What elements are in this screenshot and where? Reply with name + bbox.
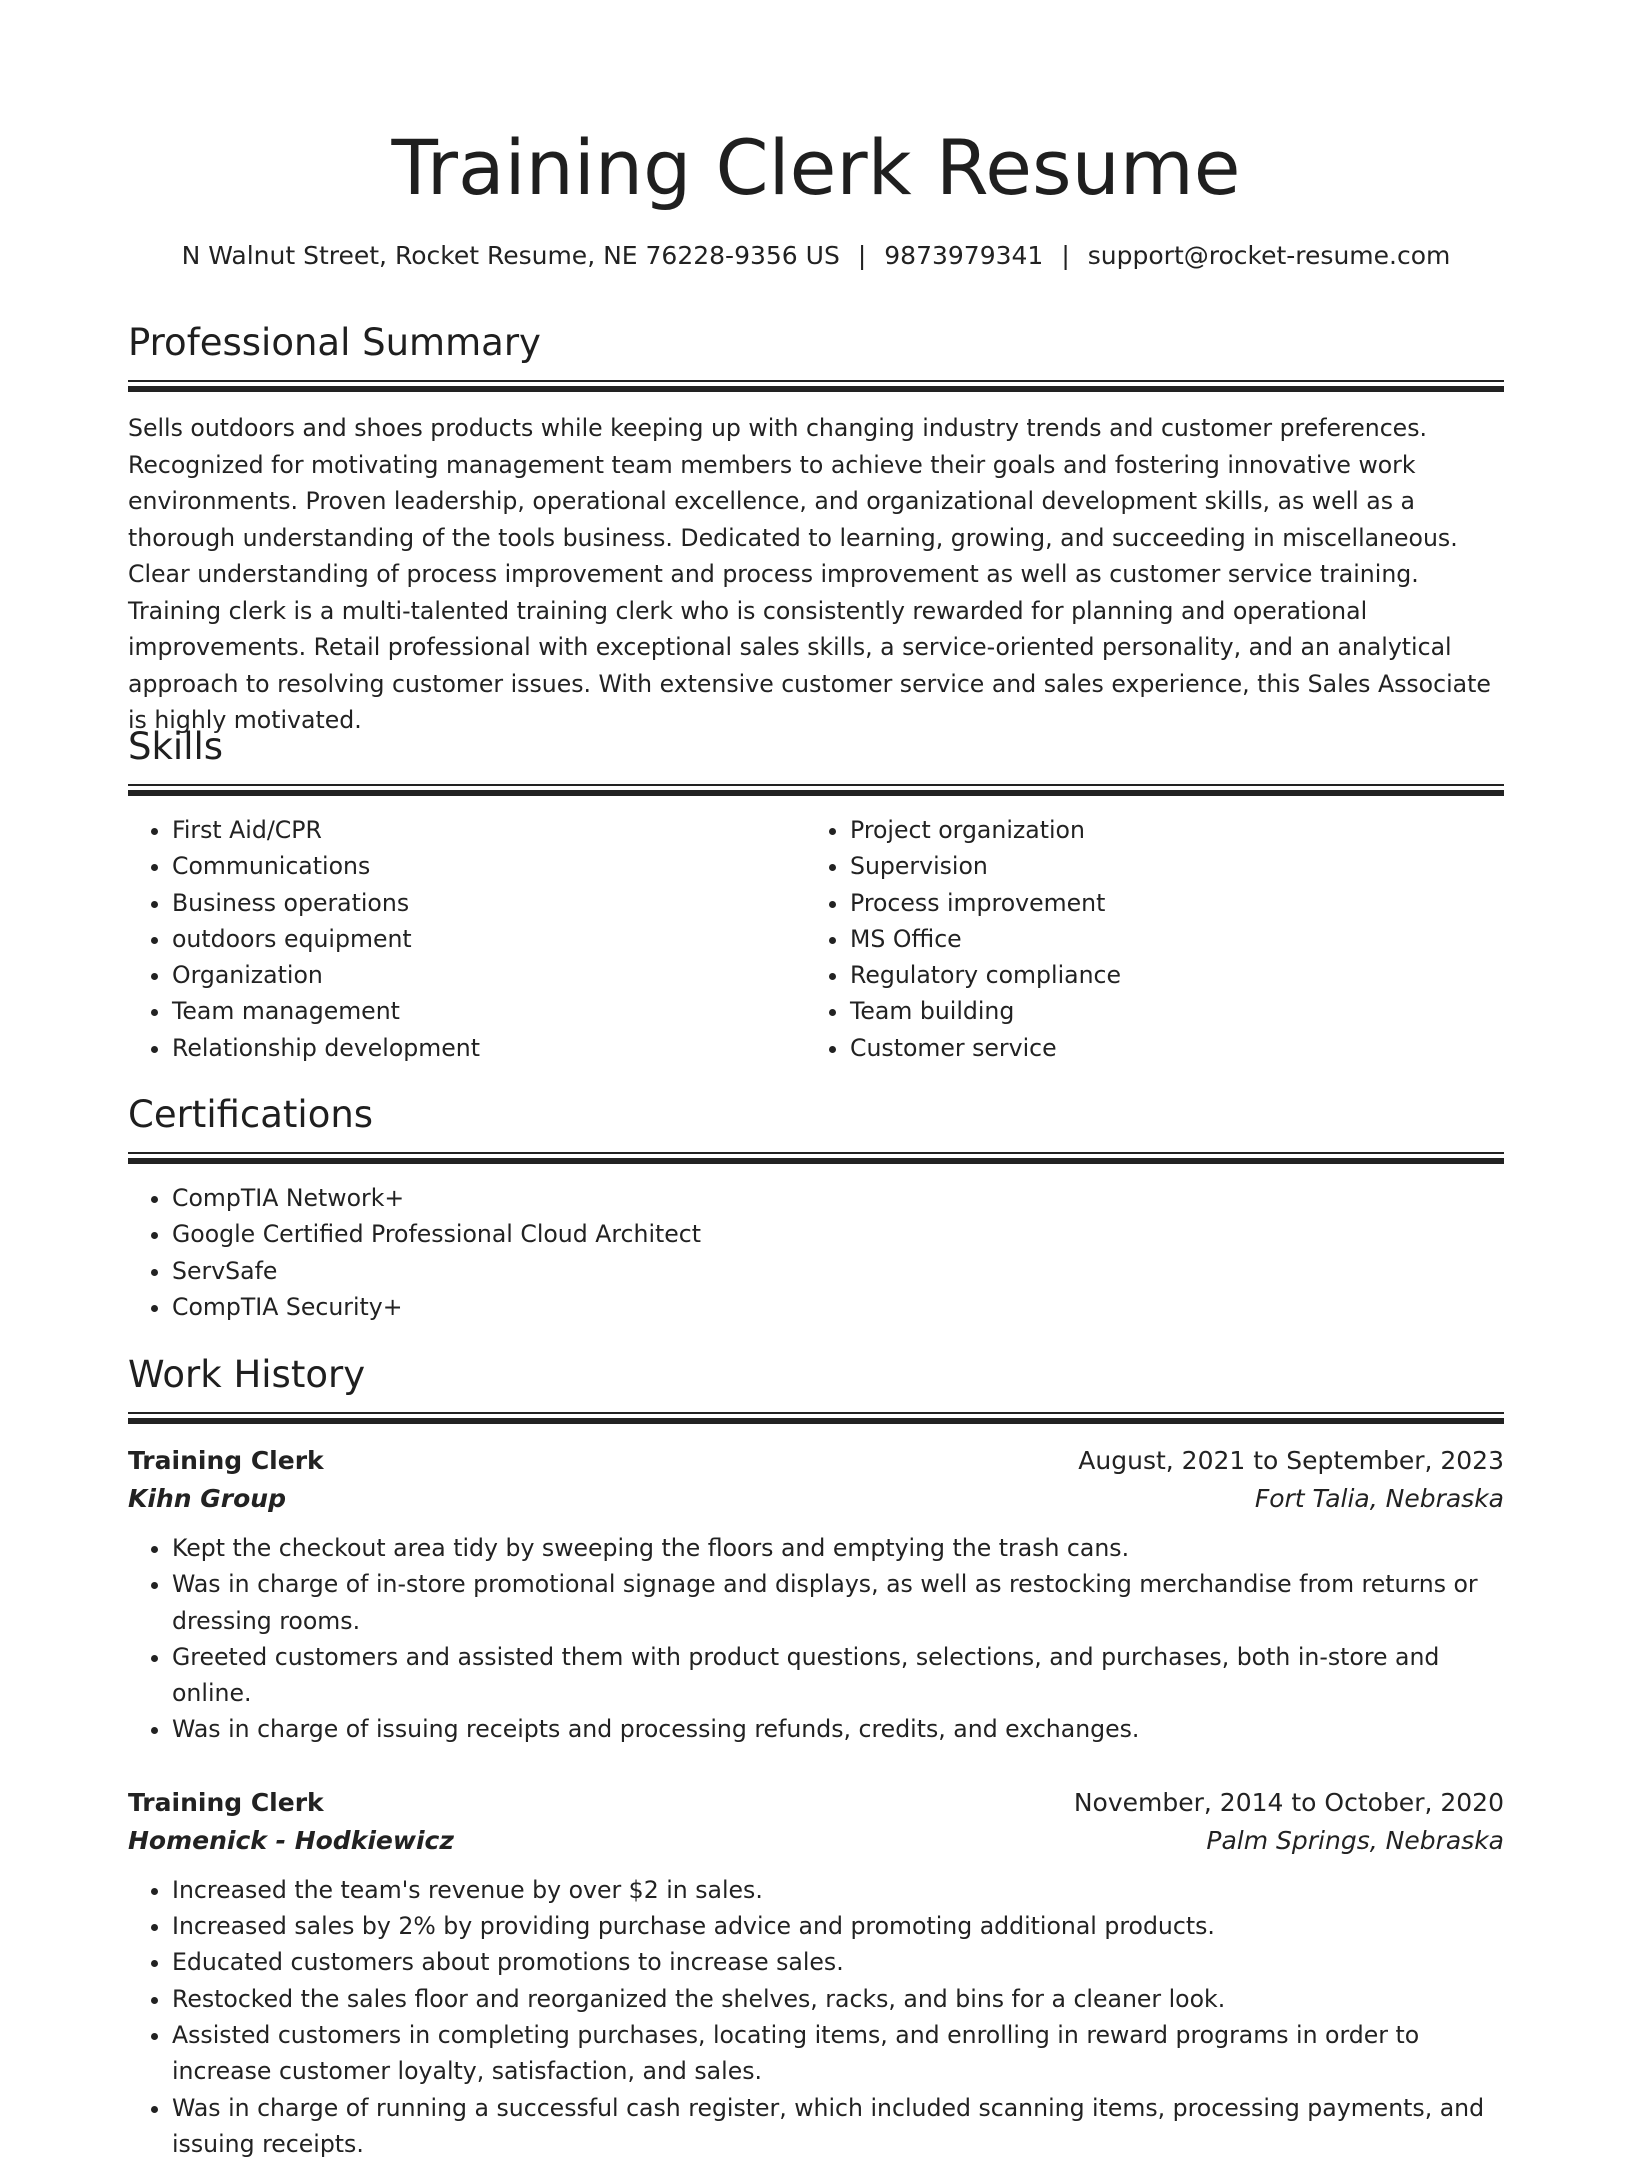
certifications-section xyxy=(128,1090,1504,1325)
section-divider xyxy=(128,784,1504,796)
contact-separator: | xyxy=(857,241,867,270)
resume-title: Training Clerk Resume xyxy=(391,123,1241,212)
section-divider xyxy=(128,1152,1504,1164)
job-location: Palm Springs, Nebraska xyxy=(1206,1825,1504,1855)
job-subheader xyxy=(128,1822,1504,1860)
job-company: Kihn Group xyxy=(128,1484,286,1513)
job-duty: • Increased the team's revenue by over $2 in sales. xyxy=(172,1872,1504,1908)
skill-item: • Customer service xyxy=(850,1030,1550,1066)
skill-item: • First Aid/CPR xyxy=(172,812,806,848)
skill-item: • Process improvement xyxy=(850,885,1550,921)
certification-item: • CompTIA Security+ xyxy=(172,1289,1504,1325)
skill-item: • MS Office xyxy=(850,921,1550,957)
job-duty: • Restocked the sales floor and reorganized the shelves, racks, and bins for a cleaner look. xyxy=(172,1981,1504,2017)
job-header xyxy=(128,1442,1504,1480)
certifications-heading: Certifications xyxy=(128,1093,374,1136)
job-entry xyxy=(128,1784,1504,2162)
skill-item: • Relationship development xyxy=(172,1030,806,1066)
certification-item: • Google Certified Professional Cloud Architect xyxy=(172,1216,1504,1252)
work-history-heading: Work History xyxy=(128,1353,366,1396)
job-location: Fort Talia, Nebraska xyxy=(1254,1484,1504,1513)
skills-columns xyxy=(128,812,1504,1066)
skills-heading: Skills xyxy=(128,725,224,768)
contact-email[interactable]: support@rocket-resume.com xyxy=(1087,241,1451,270)
job-subheader xyxy=(128,1480,1504,1518)
job-duty: • Was in charge of running a successful cash register, which included scanning items, processing payments, and issuing receipts. xyxy=(172,2090,1504,2162)
job-dates: August, 2021 to September, 2023 xyxy=(1078,1446,1504,1475)
skill-item: • Organization xyxy=(172,957,806,993)
contact-address: N Walnut Street, Rocket Resume, NE 76228-9356 US xyxy=(181,241,840,270)
section-divider xyxy=(128,1412,1504,1424)
skills-list-left xyxy=(128,812,806,1066)
job-duty: • Increased sales by 2% by providing purchase advice and promoting additional products. xyxy=(172,1908,1504,1944)
job-duty: • Educated customers about promotions to increase sales. xyxy=(172,1944,1504,1980)
job-title: Training Clerk xyxy=(128,1787,324,1817)
job-header xyxy=(128,1784,1504,1822)
skill-item: • Communications xyxy=(172,848,806,884)
work-history-section xyxy=(128,1350,1504,2162)
summary-heading: Professional Summary xyxy=(128,321,541,364)
summary-text: Sells outdoors and shoes products while keeping up with changing industry trends and customer preferences. Recognized for motivating management team members to achieve their goals and fostering innovative work environments. Proven leadership, operational excellence, and organizational development skills, as well as a thorough understanding of the tools business. Dedicated to learning, growing, and succeeding in miscellaneous. Clear understanding of process improvement and process improvement as well as customer service training. Training clerk is a multi-talented training clerk who is consistently rewarded for planning and operational improvements. Retail professional with exceptional sales skills, a service-oriented personality, and an analytical approach to resolving customer issues. With extensive customer service and sales experience, this Sales Associate is highly motivated. xyxy=(128,414,1491,734)
contact-separator: | xyxy=(1061,241,1070,270)
skill-item: • Team management xyxy=(172,993,806,1029)
job-duty: • Was in charge of issuing receipts and processing refunds, credits, and exchanges. xyxy=(172,1711,1504,1747)
job-duties-list xyxy=(128,1872,1504,2162)
job-title: Training Clerk xyxy=(128,1446,324,1475)
job-duty: • Was in charge of in-store promotional signage and displays, as well as restocking merchandise from returns or dressing rooms. xyxy=(172,1566,1504,1639)
job-duty: • Assisted customers in completing purchases, locating items, and enrolling in reward programs in order to increase customer loyalty, satisfaction, and sales. xyxy=(172,2017,1504,2090)
job-duty: • Greeted customers and assisted them with product questions, selections, and purchases, both in-store and online. xyxy=(172,1639,1504,1712)
skills-list-right xyxy=(806,812,1550,1066)
skill-item: • Project organization xyxy=(850,812,1550,848)
certifications-list xyxy=(128,1180,1504,1325)
job-company: Homenick - Hodkiewicz xyxy=(128,1825,454,1855)
skill-item: • Business operations xyxy=(172,885,806,921)
certification-item: • CompTIA Network+ xyxy=(172,1180,1504,1216)
job-dates: November, 2014 to October, 2020 xyxy=(1073,1787,1504,1817)
job-duties-list xyxy=(128,1530,1504,1748)
contact-phone: 9873979341 xyxy=(884,241,1044,270)
skill-item: • Team building xyxy=(850,993,1550,1029)
contact-line xyxy=(128,238,1504,274)
skill-item: • Regulatory compliance xyxy=(850,957,1550,993)
section-divider xyxy=(128,380,1504,392)
skill-item: • outdoors equipment xyxy=(172,921,806,957)
skill-item: • Supervision xyxy=(850,848,1550,884)
summary-section xyxy=(128,318,1504,739)
job-duty: • Kept the checkout area tidy by sweeping the floors and emptying the trash cans. xyxy=(172,1530,1504,1566)
skills-section xyxy=(128,722,1504,1066)
certification-item: • ServSafe xyxy=(172,1253,1504,1289)
job-entry xyxy=(128,1442,1504,1748)
